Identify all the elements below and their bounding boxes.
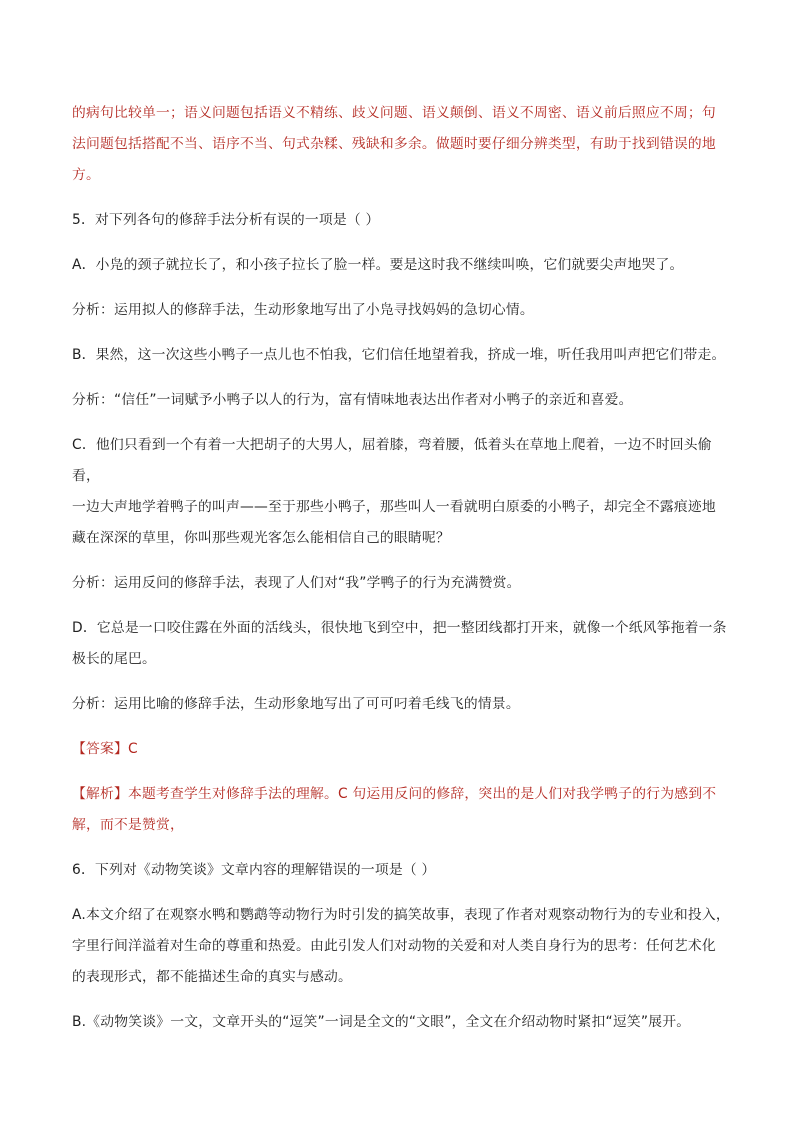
text-line: 一边大声地学着鸭子的叫声——至于那些小鸭子，那些叫人一看就明白原委的小鸭子，却完全不露痕迹地 [72, 499, 716, 515]
text-line: 极长的尾巴。 [72, 651, 156, 667]
q6-option-b: B.《动物笑谈》一文，文章开头的“逗笑”一词是全文的“文眼”，全文在介绍动物时紧扣“逗笑”展开。 [72, 1014, 691, 1030]
text-line: C．他们只看到一个有着一大把胡子的大男人，屈着膝，弯着腰，低着头在草地上爬着，一边不时回头偷看， [72, 437, 712, 484]
question-6-stem: 6．下列对《动物笑谈》文章内容的理解错误的一项是（ ） [72, 862, 436, 878]
text-line: A.本文介绍了在观察水鸭和鹦鹉等动物行为时引发的搞笑故事，表现了作者对观察动物行为的专业和投入， [72, 907, 730, 923]
q6-option-a [72, 900, 732, 993]
page-content [72, 98, 732, 1038]
text-line: 的病句比较单一；语义问题包括语义不精练、歧义问题、语义颠倒、语义不周密、语义前后照应不周；句 [72, 105, 716, 121]
q5-option-b-analysis: 分析：“信任”一词赋予小鸭子以人的行为，富有情味地表达出作者对小鸭子的亲近和喜爱。 [72, 392, 633, 408]
text-line: 解，而不是赞赏， [72, 817, 184, 833]
q5-explanation [72, 779, 732, 841]
text-line: 法问题包括搭配不当、语序不当、句式杂糅、残缺和多余。做题时要仔细分辨类型，有助于找到错误的地 [72, 136, 716, 152]
q5-option-d [72, 613, 732, 675]
q5-option-a-analysis: 分析：运用拟人的修辞手法，生动形象地写出了小凫寻找妈妈的急切心情。 [72, 302, 534, 318]
text-line: 藏在深深的草里，你叫那些观光客怎么能相信自己的眼睛呢？ [72, 530, 450, 546]
text-line: 字里行间洋溢着对生命的尊重和热爱。由此引发人们对动物的关爱和对人类自身行为的思考：任何艺术化 [72, 938, 716, 954]
text-line: 【解析】本题考查学生对修辞手法的理解。C 句运用反问的修辞，突出的是人们对我学鸭子的行为感到不 [72, 786, 717, 802]
text-line: 方。 [72, 167, 100, 183]
q5-option-c [72, 430, 732, 554]
q5-option-b: B．果然，这一次这些小鸭子一点儿也不怕我，它们信任地望着我，挤成一堆，听任我用叫声把它们带走。 [72, 347, 726, 363]
explanation-continuation [72, 98, 732, 191]
q5-option-d-analysis: 分析：运用比喻的修辞手法，生动形象地写出了可可叼着毛线飞的情景。 [72, 696, 520, 712]
q5-answer: 【答案】C [72, 741, 138, 757]
q5-option-c-analysis: 分析：运用反问的修辞手法，表现了人们对“我”学鸭子的行为充满赞赏。 [72, 575, 521, 591]
question-5-stem: 5．对下列各句的修辞手法分析有误的一项是（ ） [72, 212, 380, 228]
q5-option-a: A．小凫的颈子就拉长了，和小孩子拉长了脸一样。要是这时我不继续叫唤，它们就要尖声地哭了。 [72, 257, 684, 273]
text-line: 的表现形式，都不能描述生命的真实与感动。 [72, 969, 352, 985]
text-line: D．它总是一口咬住露在外面的活线头，很快地飞到空中，把一整团线都打开来，就像一个纸风筝拖着一条 [72, 620, 727, 636]
